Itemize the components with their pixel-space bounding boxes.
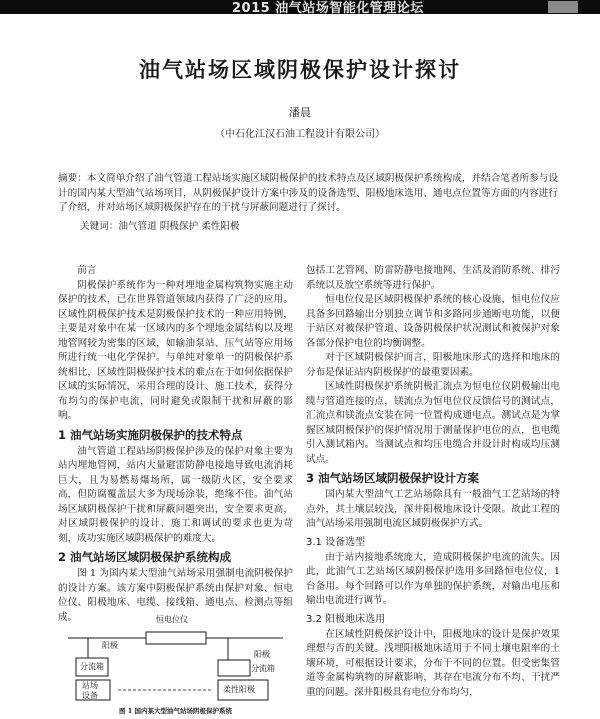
potentiostat-box [146,632,206,644]
journal-header-title: 2015 油气站场智能化管理论坛 [232,1,424,16]
right-column [306,264,560,700]
fig-label-potentiostat: 恒电位仪 [156,615,188,624]
fig-label-junction-box: 分流箱 [80,662,104,671]
continued-paragraph: 包括工艺管网、防雷防静电接地网、生活及消防系统、排污系统以及放空系统等进行保护。 [306,265,560,291]
right-paragraph-3: 区域性阴极保护系统阴极汇流点为恒电位仪阴极输出电缆与管道连接的点，镁流点为恒电位仪反馈信号的测试点，汇流点和镁流点安装在同一位置构成通电点。测试点是为掌握区域阴极保护的保护情况用于测量保护电位的点，也电缆引入测试箱内。当测试点和均压电缆合并设计时构成均压测试点。 [306,381,560,465]
fig-label-equipment: 设备 [82,691,98,700]
page-number-block [548,1,578,13]
figure-1 [58,615,293,702]
intro-heading: 前言 [77,265,97,276]
section2-heading: 2 油气站场区域阴极保护系统构成 [58,550,232,564]
section3-paragraph: 国内某大型油气工艺站场除具有一般油气工艺站场的特点外，其土壤层较浅，深井阳极地床设计受限。故此工程的油气站场采用强制电流区域阴极保护方式。 [306,489,560,529]
intro-paragraph: 阴极保护系统作为一种对埋地金属构筑物实施主动保护的技术，已在世界管道领域内获得了广泛的应用。区域性阴极保护技术是阴极保护技术的一种应用特例，主要是对象中在某一区域内的多个埋地金属结构以及埋地管网较为密集的区域，如输油泵站、压气站等应用场所进行统一电化学保护。与单纯对象单一的阴极保护系统相比，区域性阴极保护技术的难点在于如何依据保护区域的实际情况，采用合理的设计、施工技术，获得分布均匀的保护电流，同时避免或限制干扰和屏蔽的影响。 [58,279,293,421]
subsection-3-2-heading: 3.2 阳极地床选用 [306,613,386,625]
junction-box-right [218,660,250,676]
abstract-text: 摘要：本文简单介绍了油气管道工程站场实施区域阴极保护的技术特点及区域阴极保护系统构成，并结合笔者所参与设计的国内某大型油气站场项目，从阴极保护设计方案中涉及的设备选型、阳极地床选用、通电点位置等方面的内容进行了介绍，并对站场区域阴极保护存在的干扰与屏蔽问题进行了探讨。 [58,173,558,213]
section1-paragraph: 油气管道工程站场阴极保护涉及的保护对象主要为站内埋地管网，站内大量避雷防静电接地导致电流消耗巨大，且为易燃易爆场所，属一级防火区，安全要求高，但防腐覆盖层大多为现场涂装，绝缘不佳。油气站场区域阴极保护干扰和屏蔽问题突出，安全要求更高，对区域阴极保护的设计、施工和调试的要求也更为苛刻，成功实施区域阴极保护的难度大。 [58,445,293,544]
fig-label-junction-box-right: 分流箱 [251,664,275,673]
paper-author: 潘晨 [289,106,311,119]
journal-header-bar [0,0,600,14]
left-column [58,264,293,625]
abstract [58,172,558,216]
subsection-3-2-paragraph: 在区域性阴极保护设计中，阳极地床的设计是保护效果理想与否的关键。浅埋阳极地床适用于不同土壤电阻率的土壤环境，可根据设计要求，分布于不同的位置。但受密集管道等金属构筑物的屏蔽影响，其存在电流分布不均、干扰严重的问题。深井阳极具有电位分布均匀， [306,628,560,698]
paper-title: 油气站场区域阴极保护设计探讨 [139,58,461,82]
fig-label-flexible-anode: 柔性阳极 [223,685,255,694]
right-paragraph-1: 恒电位仪是区域阴极保护系统的核心设施，恒电位仪应具备多回路输出分别独立调节和多路同步通断电功能，以便于站区对被保护管道、设备阴极保护状况测试和被保护对象各部分保护电位的均衡调整。 [306,294,560,349]
subsection-3-1-paragraph: 由于站内接地系统庞大，造成阴极保护电流的流失。因此，此油气工艺站场区域阴极保护选用多回路恒电位仪，1 台备用。每个回路可以作为单独的保护系统，对输出电压和输出电流进行调节。 [306,551,560,606]
fig-label-anode-right: 阳极 [254,650,270,659]
figure-1-caption: 图 1 国内某大型油气站场阴极保护系统 [118,707,233,715]
fig-label-station: 站场 [82,681,98,690]
section1-heading: 1 油气站场实施阴极保护的技术特点 [58,427,243,442]
keywords: 关键词：油气管道 阴极保护 柔性阳极 [80,221,240,232]
paper-affiliation: （中石化江汉石油工程设计有限公司） [215,129,385,140]
section2-paragraph: 图 1 为国内某大型油气站场采用强制电流阴极保护的设计方案。该方案中阴极保护系统由保护对象、恒电位仪、阳极地床、电缆、接线箱、通电点、检测点等组成。 [58,568,293,623]
section3-heading: 3 油气站场区域阴极保护设计方案 [306,471,480,485]
subsection-3-1-heading: 3.1 设备选型 [306,536,366,548]
fig-label-anode: 阳极 [102,641,118,650]
right-paragraph-2: 对于区域阴极保护而言，阳极地床形式的选择和地床的分布是保证站内阴极保护的最重要因素。 [306,352,560,378]
